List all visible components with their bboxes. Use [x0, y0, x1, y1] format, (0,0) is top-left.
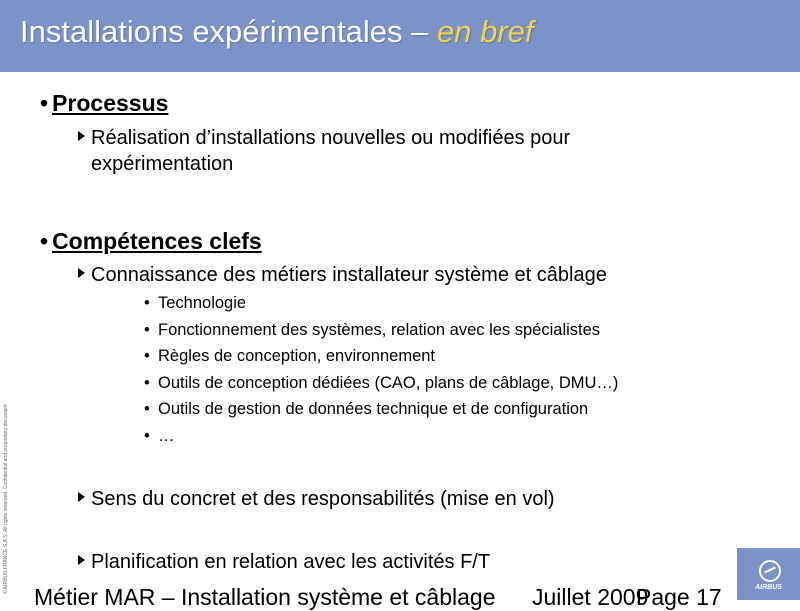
bullet-icon: • [144, 294, 150, 312]
logo-text: AIRBUS [755, 584, 782, 591]
title-main: Installations expérimentales – [20, 14, 438, 49]
sub-item-text: Fonctionnement des systèmes, relation avec les spécialistes [158, 321, 601, 339]
sub-item-text: … [158, 427, 175, 445]
footer-date: Juillet 2009 [532, 584, 649, 610]
sub-item-text: Outils de gestion de données technique et de configuration [158, 400, 589, 418]
arrow-bullet-icon [78, 492, 85, 502]
section-competences [40, 228, 262, 255]
sub-list-item [144, 321, 600, 340]
slide-title [20, 14, 534, 50]
sub-list-item [144, 347, 435, 366]
section-heading: Compétences clefs [52, 228, 262, 254]
item-text: Planification en relation avec les activités F/T [91, 551, 491, 573]
list-item [78, 486, 778, 512]
sub-list-item [144, 294, 246, 313]
sub-list-item [144, 427, 175, 446]
bullet-icon: • [144, 400, 150, 418]
item-text: Connaissance des métiers installateur système et câblage [91, 264, 607, 286]
footer-page: Page 17 [636, 584, 722, 610]
airbus-logo [737, 548, 800, 600]
section-heading: Processus [52, 90, 169, 116]
bullet-icon: • [40, 228, 49, 254]
item-text: Sens du concret et des responsabilités (mise en vol) [91, 488, 555, 510]
footer-title: Métier MAR – Installation système et câblage [34, 584, 496, 610]
bullet-icon: • [40, 90, 49, 116]
bullet-icon: • [144, 427, 150, 445]
airbus-logo-icon [759, 560, 781, 582]
sub-item-text: Outils de conception dédiées (CAO, plans de câblage, DMU…) [158, 374, 619, 392]
copyright-text: © AIRBUS FRANCE S.A.S. All rights reserved. Confidential and proprietary document. [3, 403, 9, 594]
item-text: Réalisation d’installations nouvelles ou modifiées pour expérimentation [91, 127, 571, 175]
copyright-notice [1, 380, 11, 596]
arrow-bullet-icon [78, 555, 85, 565]
arrow-bullet-icon [78, 131, 85, 141]
bullet-icon: • [144, 321, 150, 339]
arrow-bullet-icon [78, 268, 85, 278]
list-item [78, 549, 718, 575]
bullet-icon: • [144, 374, 150, 392]
sub-list-item [144, 374, 618, 393]
sub-list-item [144, 400, 588, 419]
title-accent: en bref [437, 14, 534, 49]
section-processus [40, 90, 168, 117]
title-bar [0, 0, 800, 72]
list-item [78, 262, 778, 288]
list-item [78, 125, 698, 177]
bullet-icon: • [144, 347, 150, 365]
sub-item-text: Règles de conception, environnement [158, 347, 436, 365]
sub-item-text: Technologie [158, 294, 247, 312]
